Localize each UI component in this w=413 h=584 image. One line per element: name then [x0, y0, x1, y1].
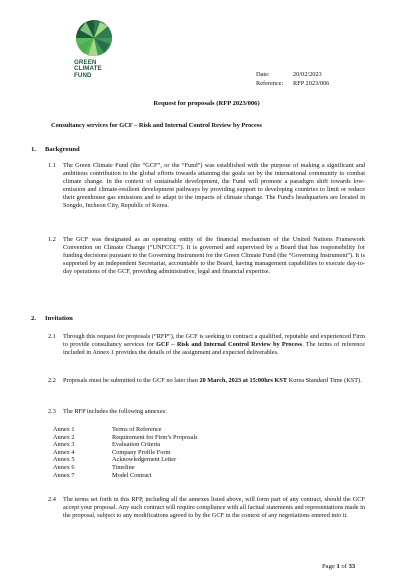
annex-label: Annex 4 — [53, 448, 75, 456]
section-heading-background — [31, 146, 80, 153]
paragraph-2-2 — [48, 377, 365, 385]
paragraph-number: 2.4 — [48, 496, 56, 503]
paragraph-text — [63, 333, 365, 357]
annex-item — [53, 434, 198, 442]
paragraph-text — [63, 377, 365, 385]
paragraph-text-start: Through this request for proposals (“RFP”), the GCF is seeking to contract a qualified, reputable and experienced Firm to provide consultancy services for — [63, 333, 365, 349]
date-value: 20/02/2023 — [293, 71, 322, 78]
annex-title: Acknowledgement Letter — [112, 456, 177, 464]
gcf-logo — [74, 18, 134, 79]
reference-label: Reference: — [256, 80, 284, 87]
document-meta — [256, 70, 329, 88]
annex-item — [53, 456, 198, 464]
page-separator: of — [339, 563, 349, 570]
annex-item — [53, 472, 198, 480]
paragraph-number: 2.3 — [48, 408, 56, 415]
paragraph-bold-service: GCF – Risk and Internal Control Review by Process — [156, 341, 303, 349]
paragraph-text: The RFP includes the following annexes: — [63, 408, 167, 415]
page-prefix: Page — [322, 563, 337, 570]
paragraph-number: 1.1 — [48, 162, 56, 169]
paragraph-text-end: Korea Standard Time (KST). — [287, 377, 362, 384]
paragraph-number: 2.2 — [48, 377, 56, 384]
paragraph-2-1 — [48, 333, 365, 357]
annex-title: Company Profile Form — [112, 448, 171, 456]
section-number: 2. — [31, 315, 36, 322]
section-heading-invitation — [31, 315, 73, 322]
logo-line-3: FUND — [74, 71, 92, 79]
paragraph-1-2 — [48, 236, 365, 276]
section-title: Background — [45, 146, 80, 153]
page-number — [322, 563, 355, 570]
document-subtitle: Consultancy services for GCF – Risk and Internal Control Review by Process — [51, 122, 262, 129]
annex-item — [53, 449, 198, 457]
annex-title: Terms of Reference — [112, 426, 162, 433]
section-title: Invitation — [45, 315, 73, 322]
annex-label: Annex 2 — [53, 433, 75, 441]
paragraph-2-3 — [48, 408, 365, 416]
paragraph-text: The Green Climate Fund (the “GCF”, or the “Fund”) was established with the purpose of making a significant and ambitious contribution to the global efforts towards attaining the goals set by the international community to combat climate change. In the context of sustainable development, the Fund will promote a paradigm shift towards low-emission and climate-resilient development pathways by providing support to developing countries to limit or reduce their greenhouse gas emissions and to adapt to the impacts of climate change. The Fund's headquarters are located in Songdo, Incheon City, Republic of Korea. — [63, 162, 365, 210]
annex-title: Requirement for Firm’s Proposals — [112, 433, 198, 441]
paragraph-text: The GCF was designated as an operating entity of the financial mechanism of the United Nations Framework Convention on Climate Change (“UNFCCC”). It is governed and supervised by a Board that has responsibility for funding decisions pursuant to the Governing Instrument for the Green Climate Fund (the “Governing Instrument”). It is supported by an independent Secretariat, accountable to the Board, having management capabilities to execute day-to-day operations of the GCF, providing administrative, legal and financial expertise. — [63, 236, 365, 276]
annex-item — [53, 441, 198, 449]
paragraph-number: 2.1 — [48, 333, 56, 340]
globe-leaf-icon — [74, 18, 114, 58]
paragraph-text-end: . The terms of reference included in Annex 1 provides the details of the assignment and expected deliverables. — [63, 341, 365, 357]
section-number: 1. — [31, 146, 36, 153]
paragraph-1-1 — [48, 162, 365, 211]
paragraph-number: 1.2 — [48, 236, 56, 243]
paragraph-bold-deadline: 20 March, 2023 at 15:00hrs KST — [199, 377, 288, 384]
logo-line-1: GREEN — [74, 59, 97, 66]
annex-title: Evaluation Criteria — [112, 441, 161, 449]
total-pages: 33 — [348, 563, 356, 570]
current-page: 1 — [336, 563, 340, 570]
document-title: Request for proposals (RFP 2023/006) — [153, 100, 260, 107]
reference-value: RFP 2023/006 — [293, 80, 330, 87]
annex-title: Timeline — [112, 463, 135, 471]
paragraph-2-4 — [48, 496, 365, 520]
paragraph-text-start: Proposals must be submitted to the GCF no later than — [63, 377, 200, 384]
annex-item — [53, 464, 198, 472]
paragraph-text: The terms set forth in this RFP, including all the annexes listed above, will form part of any contract, should the GCF accept your proposal. Any such contract will require compliance with all factual statements and representations made in the proposal, subject to any modifications agreed to by the GCF in the context of any negotiations entered into it. — [63, 496, 365, 520]
annex-label: Annex 5 — [53, 456, 75, 464]
annex-item — [53, 426, 198, 434]
annex-title: Model Contract — [112, 471, 152, 479]
annex-label: Annex 1 — [53, 426, 75, 433]
logo-line-2: CLIMATE — [74, 65, 102, 73]
annex-list — [53, 426, 198, 479]
date-label: Date: — [256, 71, 270, 78]
annex-label: Annex 7 — [53, 471, 75, 479]
annex-label: Annex 6 — [53, 463, 75, 471]
annex-label: Annex 3 — [53, 441, 75, 449]
